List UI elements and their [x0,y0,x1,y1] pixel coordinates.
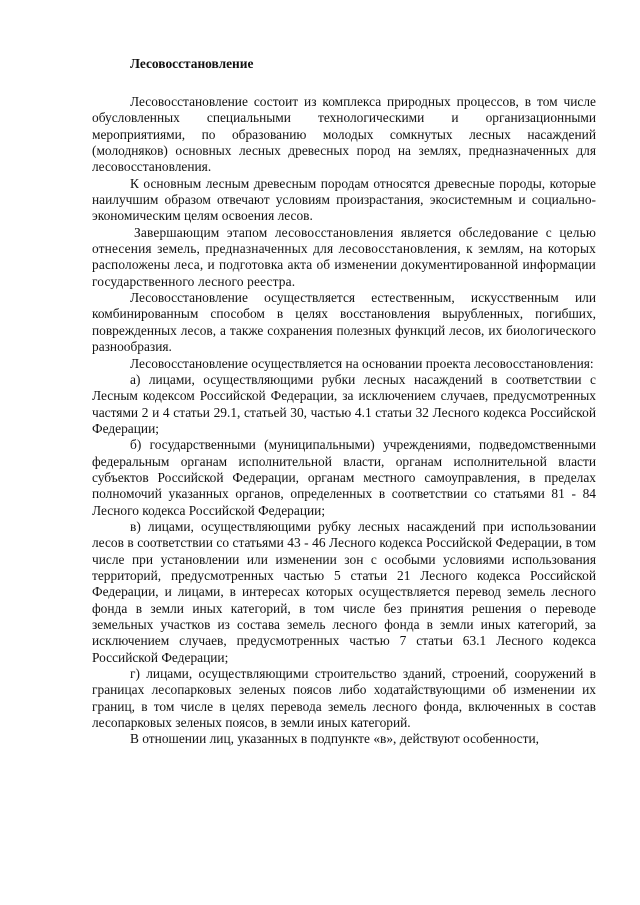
list-item-b: б) государственными (муниципальными) учреждениями, подведомственными федеральным органам исполнительной власти, органам исполнительной власти субъектов Российской Федерации, органам местного самоуправления, в пределах полномочий указанных органов, определенных в соответствии со статьями 81 - 84 Лесного кодекса Российской Федерации; [92,437,596,518]
document-title: Лесовосстановление [130,56,254,71]
paragraph: Завершающим этапом лесовосстановления является обследование с целью отнесения земель, предназначенных для лесовосстановления, к землям, на которых расположены леса, и подготовка акта об изменении документированной информации государственного лесного реестра. [92,224,596,289]
paragraph: Лесовосстановление осуществляется естественным, искусственным или комбинированным способом в целях восстановления вырубленных, погибших, поврежденных лесов, а также сохранения полезных функций лесов, их биологического разнообразия. [92,290,596,355]
document-page [92,56,596,748]
list-item-v: в) лицами, осуществляющими рубку лесных насаждений при использовании лесов в соответствии со статьями 43 - 46 Лесного кодекса Российской Федерации, в том числе при установлении или изменении зон с особыми условиями использования территорий, предусмотренных частью 5 статьи 21 Лесного кодекса Российской Федерации, и лицами, в интересах которых осуществляется перевод земель лесного фонда в земли иных категорий, в том числе без принятия решения о переводе земельных участков из состава земель лесного фонда в земли иных категорий, за исключением случаев, предусмотренных частью 7 статьи 63.1 Лесного кодекса Российской Федерации; [92,518,596,665]
paragraph: Лесовосстановление состоит из комплекса природных процессов, в том числе обусловленных специальными технологическими и организационными мероприятиями, по образованию молодых сомкнутых лесных насаждений (молодняков) основных лесных древесных пород на землях, предназначенных для лесовосстановления. [92,94,596,175]
list-item-a: а) лицами, осуществляющими рубки лесных насаждений в соответствии с Лесным кодексом Российской Федерации, за исключением случаев, предусмотренных частями 2 и 4 статьи 29.1, статьей 30, частью 4.1 статьи 32 Лесного кодекса Российской Федерации; [92,371,596,436]
paragraph: В отношении лиц, указанных в подпункте «в», действуют особенности, [130,731,539,747]
paragraph: К основным лесным древесным породам относятся древесные породы, которые наилучшим образом отвечают условиям произрастания, экосистемным и социально-экономическим целям освоения лесов. [92,175,596,224]
list-item-g: г) лицами, осуществляющими строительство зданий, строений, сооружений в границах лесопарковых зеленых поясов либо ходатайствующими об изменении их границ, в том числе в целях перевода земель лесного фонда, включенных в состав лесопарковых зеленых поясов, в земли иных категорий. [92,666,596,731]
paragraph: Лесовосстановление осуществляется на основании проекта лесовосстановления: [130,355,594,371]
